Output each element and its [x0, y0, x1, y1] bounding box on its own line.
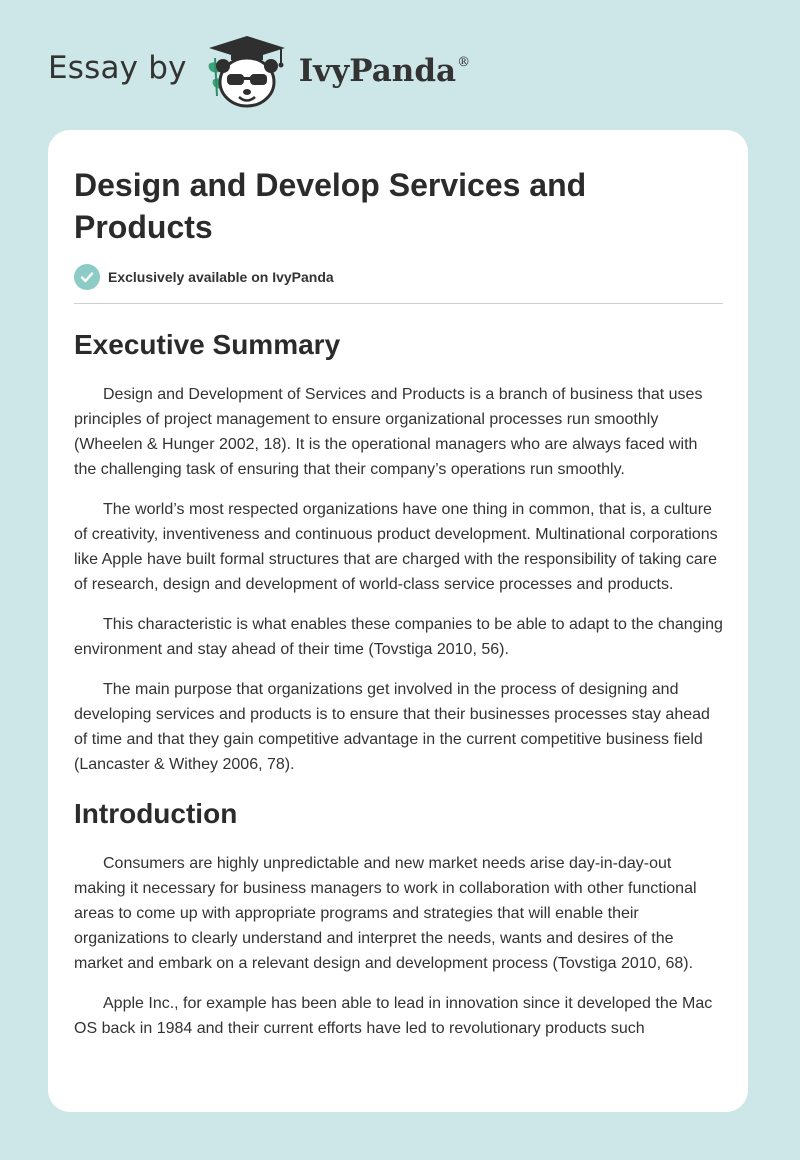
brand-text: IvyPanda — [298, 53, 457, 89]
site-header — [48, 34, 470, 110]
paragraph: Consumers are highly unpredictable and new market needs arise day-in-day-out making it necessary for business managers to work in collaboration with other functional areas to come up with appropriate programs and strategies that will enable their organizations to clearly understand and interpret the needs, wants and desires of the market and embark on a relevant design and development process (Tovstiga 2010, 68). — [74, 855, 697, 972]
section-heading-executive-summary: Executive Summary — [74, 329, 341, 360]
section-heading-introduction: Introduction — [74, 798, 238, 829]
title-divider — [74, 303, 723, 304]
article-content — [74, 164, 723, 1041]
brand-name[interactable] — [299, 53, 470, 89]
exclusive-badge-label: Exclusively available on IvyPanda — [108, 269, 334, 285]
panda-logo-icon[interactable] — [201, 34, 293, 110]
article-card — [48, 130, 748, 1112]
page-title: Design and Develop Services and Products — [74, 167, 587, 245]
paragraph: Design and Development of Services and Products is a branch of business that uses principles of project management to ensure organizational processes run smoothly (Wheelen & Hunger 2002, 18). It is the operational managers who are always faced with the challenging task of ensuring that their company’s operations run smoothly. — [74, 386, 703, 478]
exclusive-badge — [74, 264, 723, 290]
paragraph: Apple Inc., for example has been able to lead in innovation since it developed the Mac OS back in 1984 and their current efforts have led to revolutionary products such — [74, 995, 713, 1037]
registered-mark: ® — [457, 55, 471, 70]
paragraph: This characteristic is what enables these companies to be able to adapt to the changing environment and stay ahead of their time (Tovstiga 2010, 56). — [74, 616, 723, 658]
paragraph: The main purpose that organizations get involved in the process of designing and developing services and products is to ensure that their businesses processes stay ahead of time and that they gain competitive advantage in the current competitive business field (Lancaster & Withey 2006, 78). — [74, 681, 710, 773]
essay-by-label: Essay by — [48, 50, 187, 86]
checkmark-icon — [74, 264, 100, 290]
paragraph: The world’s most respected organizations have one thing in common, that is, a culture of creativity, inventiveness and continuous product development. Multinational corporations like Apple have built formal structures that are charged with the responsibility of taking care of research, design and development of world-class service processes and products. — [74, 501, 718, 593]
